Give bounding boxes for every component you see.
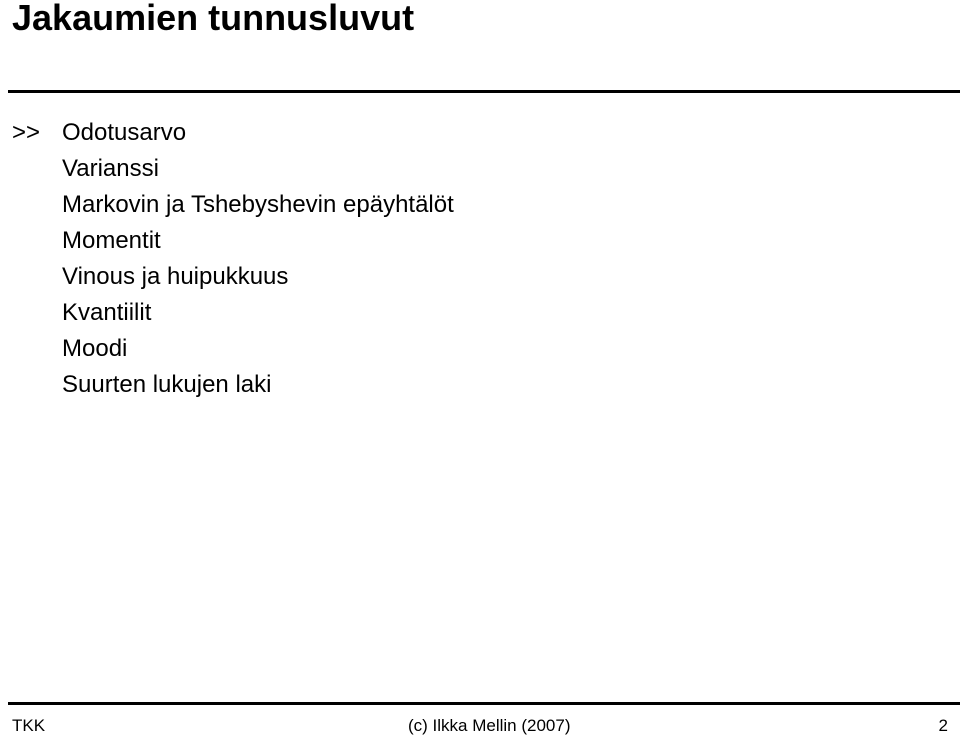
list-item-label: Moodi: [62, 335, 128, 362]
footer-divider: [8, 702, 960, 705]
title-divider: [8, 90, 960, 93]
page-number: 2: [938, 716, 948, 735]
list-item-label: Kvantiilit: [62, 299, 152, 326]
list-item-label: Vinous ja huipukkuus: [62, 263, 289, 290]
footer-copyright: (c) Ilkka Mellin (2007): [408, 716, 571, 735]
current-item-marker: >>: [12, 119, 41, 146]
footer-institution: TKK: [12, 716, 46, 735]
list-item-label: Odotusarvo: [62, 119, 187, 146]
list-item-label: Momentit: [62, 227, 161, 254]
list-item-label: Suurten lukujen laki: [62, 371, 272, 398]
list-item-label: Varianssi: [62, 155, 159, 182]
list-item-label: Markovin ja Tshebyshevin epäyhtälöt: [62, 191, 454, 218]
page-title: Jakaumien tunnusluvut: [12, 0, 415, 38]
